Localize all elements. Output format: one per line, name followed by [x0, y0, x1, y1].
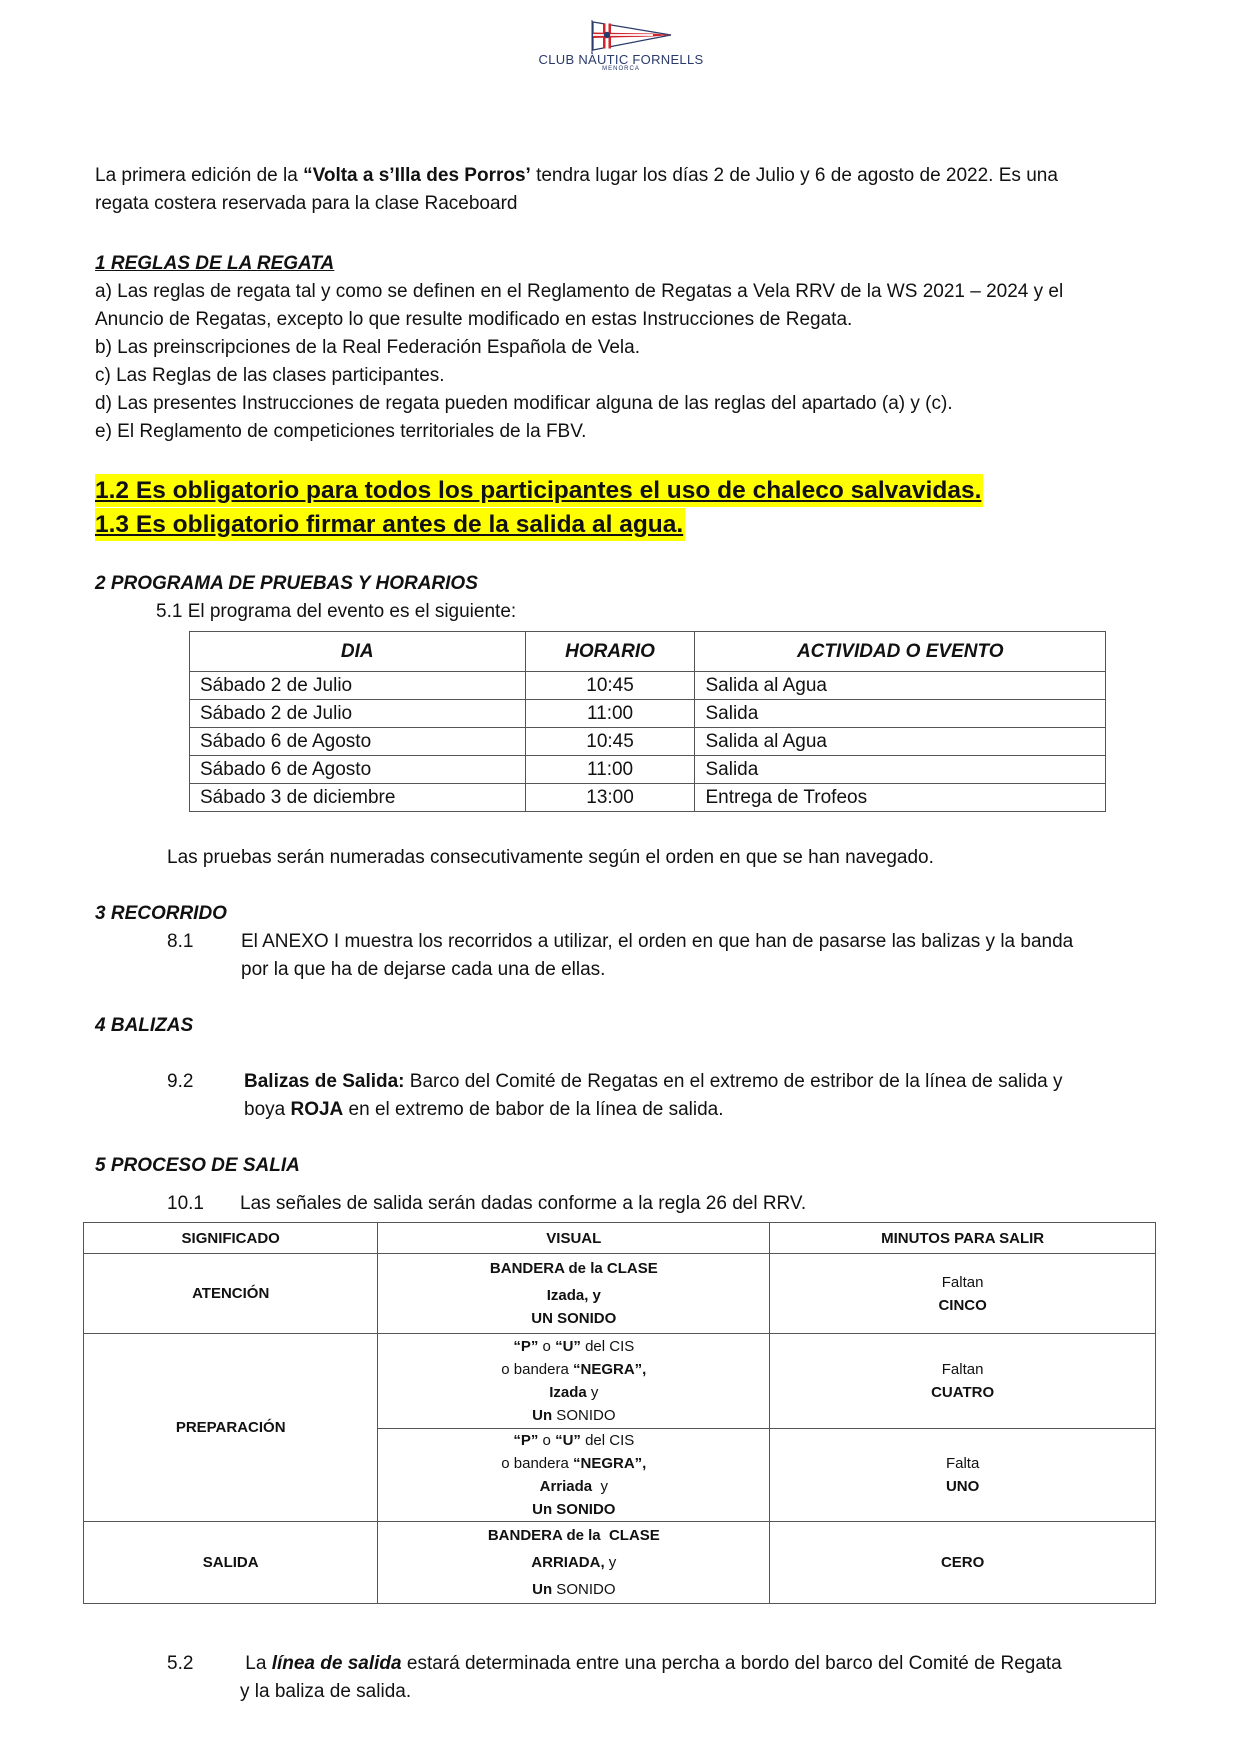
flag-u: “U”: [555, 1432, 581, 1449]
schedule-intro: 5.1 El programa del evento es el siguiente:: [156, 601, 517, 622]
cell-horario: 13:00: [525, 784, 695, 812]
rule-e: e) El Reglamento de competiciones territoriales de la FBV.: [95, 421, 587, 442]
clause-9-2-line-1: [244, 1068, 1063, 1096]
col-header-dia: DIA: [190, 632, 526, 672]
cell-horario: 10:45: [525, 672, 695, 700]
visual-line: [384, 1578, 763, 1601]
clause-8-1-line-2: por la que ha de dejarse cada una de ellas.: [241, 959, 606, 980]
intro-text-dates: tendra lugar los días 2 de Julio y 6 de agosto de 2022. Es una: [530, 165, 1058, 186]
cell-actividad: Salida: [695, 700, 1106, 728]
flag-negra: “NEGRA”,: [573, 1455, 647, 1472]
clause-5-2-line-2: y la baliza de salida.: [240, 1681, 412, 1702]
visual-text: SONIDO: [552, 1581, 616, 1598]
signal-row-atencion: [84, 1254, 1156, 1334]
cell-dia: Sábado 2 de Julio: [190, 672, 526, 700]
cell-horario: 11:00: [525, 756, 695, 784]
flag-negra: “NEGRA”,: [573, 1361, 647, 1378]
signal-row-salida: [84, 1522, 1156, 1604]
table-row: [190, 756, 1106, 784]
section-5-title: 5 PROCESO DE SALIA: [95, 1155, 300, 1176]
visual-text: del CIS: [580, 1338, 635, 1355]
clause-9-2-line-2: [244, 1096, 724, 1124]
rule-d: d) Las presentes Instrucciones de regata pueden modificar alguna de las reglas del apartado (a) y (c).: [95, 393, 953, 414]
pennant-flag-icon: [583, 20, 673, 54]
rule-c: c) Las Reglas de las clases participantes.: [95, 365, 445, 386]
visual-line: BANDERA de la CLASE: [489, 1260, 658, 1277]
rule-a-line-1: a) Las reglas de regata tal y como se definen en el Reglamento de Regatas a Vela RRV de la WS 2021 – 2024 y el: [95, 281, 1064, 302]
intro-line-2: regata costera reservada para la clase Raceboard: [95, 193, 518, 214]
minutes-value: UNO: [945, 1478, 980, 1495]
cell-dia: Sábado 6 de Agosto: [190, 756, 526, 784]
clause-8-1-number: 8.1: [167, 931, 194, 952]
signal-minutes: CERO: [770, 1522, 1156, 1604]
visual-bold: Un SONIDO: [532, 1501, 616, 1518]
signal-visual: [378, 1254, 770, 1334]
cell-actividad: Salida al Agua: [695, 728, 1106, 756]
visual-text: o bandera: [501, 1361, 573, 1378]
signal-visual: [378, 1334, 770, 1429]
table-row: [190, 784, 1106, 812]
visual-text: o bandera: [501, 1455, 573, 1472]
balizas-label: Balizas de Salida:: [244, 1071, 405, 1092]
signals-header-row: [84, 1223, 1156, 1254]
col-header-minutos: MINUTOS PARA SALIR: [770, 1223, 1156, 1254]
visual-bold: Izada: [549, 1384, 587, 1401]
table-row: [190, 672, 1106, 700]
cell-horario: 11:00: [525, 700, 695, 728]
visual-bold: Arriada: [539, 1478, 593, 1495]
rule-a-line-2: Anuncio de Regatas, excepto lo que resulte modificado en estas Instrucciones de Regata.: [95, 309, 853, 330]
section-1-title: 1 REGLAS DE LA REGATA: [95, 253, 335, 274]
schedule-note: Las pruebas serán numeradas consecutivamente según el orden en que se han navegado.: [167, 847, 934, 868]
cell-actividad: Salida: [695, 756, 1106, 784]
schedule-header-row: [190, 632, 1106, 672]
signal-row-preparacion-izada: [84, 1334, 1156, 1429]
linea-de-salida-term: línea de salida: [271, 1653, 402, 1674]
cell-actividad: Salida al Agua: [695, 672, 1106, 700]
visual-line: [384, 1381, 763, 1404]
clause-10-1-number: 10.1: [167, 1193, 204, 1214]
table-row: [190, 728, 1106, 756]
minutes-value: CINCO: [938, 1296, 987, 1314]
signal-label: ATENCIÓN: [84, 1254, 378, 1334]
intro-line-1: [95, 162, 1058, 190]
minutes-prefix: Falta: [945, 1455, 980, 1472]
rule-b: b) Las preinscripciones de la Real Federación Española de Vela.: [95, 337, 640, 358]
section-2-title: 2 PROGRAMA DE PRUEBAS Y HORARIOS: [95, 573, 478, 594]
visual-line: Izada, y: [546, 1287, 601, 1304]
visual-line: [384, 1498, 763, 1521]
clause-text: estará determinada entre una percha a bordo del barco del Comité de Regata: [401, 1653, 1062, 1674]
intro-text: La primera edición de la: [95, 165, 304, 186]
club-name: CLUB NÀUTIC FORNELLS: [538, 52, 704, 67]
signal-minutes: [770, 1334, 1156, 1429]
club-location: MENORCA: [602, 66, 640, 72]
visual-text: o: [538, 1338, 556, 1355]
schedule-table: [189, 631, 1106, 812]
visual-line: [384, 1335, 763, 1358]
signal-visual: [378, 1522, 770, 1604]
visual-line: UN SONIDO: [531, 1310, 617, 1327]
col-header-significado: SIGNIFICADO: [84, 1223, 378, 1254]
visual-line: [384, 1452, 763, 1475]
section-3-title: 3 RECORRIDO: [95, 903, 227, 924]
clause-text: La: [240, 1653, 272, 1674]
clause-8-1-line-1: El ANEXO I muestra los recorridos a utilizar, el orden en que han de pasarse las balizas y la banda: [241, 931, 1074, 952]
col-header-actividad: ACTIVIDAD O EVENTO: [695, 632, 1106, 672]
signal-visual: [378, 1429, 770, 1522]
visual-bold: ARRIADA,: [531, 1554, 605, 1571]
clause-10-1-text: Las señales de salida serán dadas conforme a la regla 26 del RRV.: [240, 1193, 807, 1214]
clause-9-2-number: 9.2: [167, 1071, 194, 1092]
table-row: [190, 700, 1106, 728]
cell-actividad: Entrega de Trofeos: [695, 784, 1106, 812]
visual-text: SONIDO: [552, 1407, 616, 1424]
visual-line: [384, 1429, 763, 1452]
visual-bold: Un: [532, 1407, 553, 1424]
clause-5-2-number: 5.2: [167, 1653, 194, 1674]
club-logo: [538, 20, 708, 80]
visual-line: BANDERA de la CLASE: [487, 1527, 660, 1544]
visual-text: y: [604, 1554, 617, 1571]
minutes-prefix: Faltan: [941, 1361, 984, 1378]
clause-text: en el extremo de babor de la línea de salida.: [343, 1099, 724, 1120]
minutes-prefix: Faltan: [941, 1273, 984, 1291]
start-signals-table: [83, 1222, 1156, 1604]
signal-minutes: [770, 1254, 1156, 1334]
clause-text: boya: [244, 1099, 291, 1120]
visual-line: [384, 1358, 763, 1381]
flag-p: “P”: [513, 1338, 539, 1355]
cell-dia: Sábado 3 de diciembre: [190, 784, 526, 812]
flag-u: “U”: [555, 1338, 581, 1355]
signal-label: SALIDA: [84, 1522, 378, 1604]
flag-p: “P”: [513, 1432, 539, 1449]
event-name: “Volta a s’Illa des Porros’: [303, 165, 531, 186]
cell-dia: Sábado 2 de Julio: [190, 700, 526, 728]
cell-horario: 10:45: [525, 728, 695, 756]
visual-line: [384, 1475, 763, 1498]
clause-5-2-line-1: [240, 1650, 1062, 1678]
visual-text: del CIS: [580, 1432, 635, 1449]
clause-text: Barco del Comité de Regatas en el extremo de estribor de la línea de salida y: [404, 1071, 1063, 1092]
roja-label: ROJA: [290, 1099, 344, 1120]
cell-dia: Sábado 6 de Agosto: [190, 728, 526, 756]
visual-text: o: [538, 1432, 556, 1449]
signal-label: PREPARACIÓN: [84, 1334, 378, 1522]
visual-line: [384, 1404, 763, 1427]
section-4-title: 4 BALIZAS: [95, 1015, 194, 1036]
col-header-horario: HORARIO: [525, 632, 695, 672]
visual-text: y: [592, 1478, 608, 1495]
highlight-rule-1-3: 1.3 Es obligatorio firmar antes de la salida al agua.: [95, 508, 685, 541]
visual-line: [384, 1551, 763, 1574]
visual-bold: Un: [532, 1581, 553, 1598]
signal-minutes: [770, 1429, 1156, 1522]
visual-text: y: [586, 1384, 599, 1401]
col-header-visual: VISUAL: [378, 1223, 770, 1254]
minutes-value: CUATRO: [931, 1384, 995, 1401]
highlight-rule-1-2: 1.2 Es obligatorio para todos los participantes el uso de chaleco salvavidas.: [95, 474, 983, 507]
